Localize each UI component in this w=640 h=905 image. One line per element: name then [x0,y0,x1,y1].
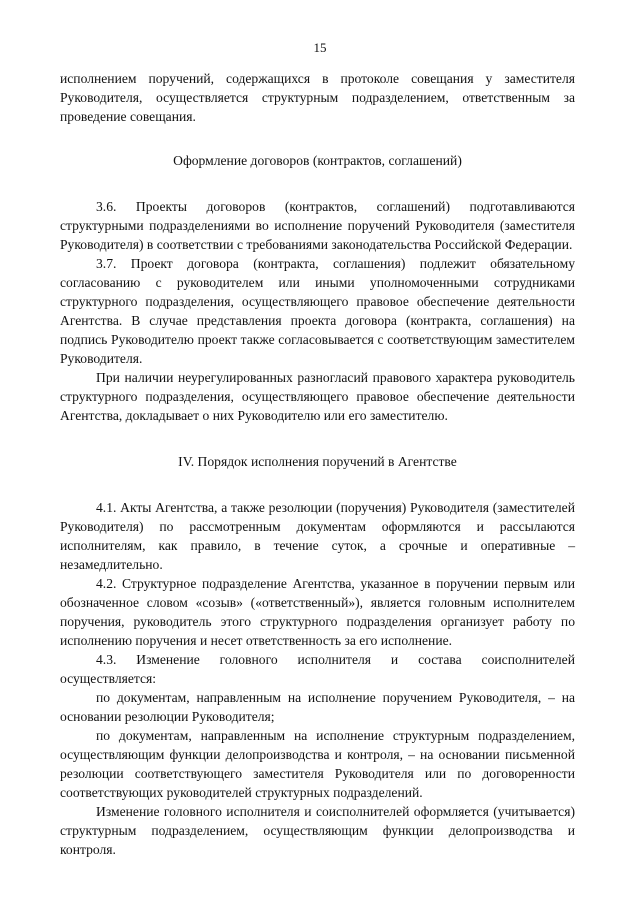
page-number: 15 [313,40,327,55]
section-heading-contracts: Оформление договоров (контрактов, соглашений) [173,153,462,168]
paragraph-4-2: 4.2. Структурное подразделение Агентства, указанное в поручении первым или обозначенное словом «созыв» («ответственный»), является головным исполнителем поручения, руководитель этого структурного подразделения организует работу по исполнению поручения и несет ответственность за его исполнение. [60,576,575,648]
paragraph-3-6: 3.6. Проекты договоров (контрактов, соглашений) подготавливаются структурными подразделениями во исполнение поручений Руководителя (заместителя Руководителя) в соответствии с требованиями законодательства Российской Федерации. [60,199,575,252]
document-body [60,69,575,859]
paragraph-disagreements: При наличии неурегулированных разногласий правового характера руководитель структурного подразделения, осуществляющего правовое обеспечение деятельности Агентства, докладывает о них Руководителю или его заместителю. [60,370,575,423]
paragraph-4-1: 4.1. Акты Агентства, а также резолюции (поручения) Руководителя (заместителей Руководителя) по рассмотренным документам оформляются и рассылаются исполнителям, как правило, в течение суток, а срочные и оперативные – незамедлительно. [60,500,575,572]
list-item-by-records-unit: по документам, направленным на исполнение структурным подразделением, осуществляющим функции делопроизводства и контроля, – на основании письменной резолюции соответствующего заместителя Руководителя или по договоренности соответствующих руководителей структурных подразделений. [60,728,575,800]
paragraph-change-registration: Изменение головного исполнителя и соисполнителей оформляется (учитывается) структурным подразделением, осуществляющим функции делопроизводства и контроля. [60,804,575,857]
paragraph-3-7: 3.7. Проект договора (контракта, соглашения) подлежит обязательному согласованию с руководителем или иными уполномоченными сотрудниками структурного подразделения, осуществляющего правовое обеспечение деятельности Агентства. В случае представления проекта договора (контракта, соглашения) на подпись Руководителю проект также согласовывается с соответствующим заместителем Руководителя. [60,256,575,366]
intro-paragraph: исполнением поручений, содержащихся в протоколе совещания у заместителя Руководителя, осуществляется структурным подразделением, ответственным за проведение совещания. [60,71,575,124]
list-item-by-head-order: по документам, направленным на исполнение поручением Руководителя, – на основании резолюции Руководителя; [60,690,575,724]
paragraph-4-3: 4.3. Изменение головного исполнителя и состава соисполнителей осуществляется: [60,652,575,686]
section-heading-iv: IV. Порядок исполнения поручений в Агентстве [178,454,457,469]
